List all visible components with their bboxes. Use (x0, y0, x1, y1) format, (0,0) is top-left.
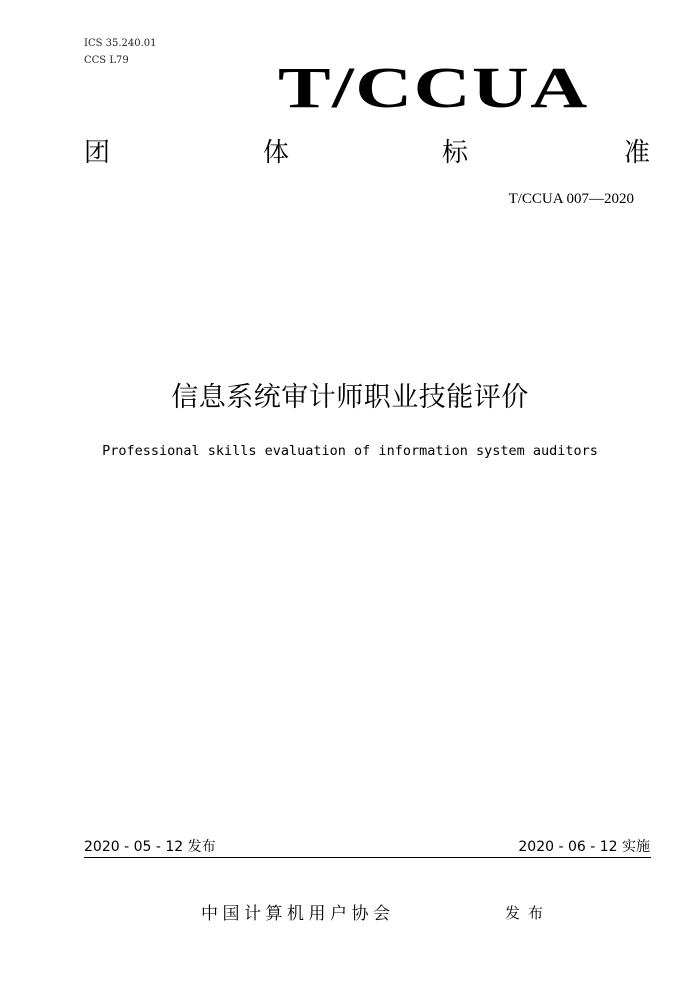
issue-date: 2020 - 05 - 12 发布 (84, 839, 216, 855)
document-title-chinese: 信息系统审计师职业技能评价 (171, 382, 529, 413)
ics-code: ICS 35.240.01 (84, 38, 157, 49)
publisher-name: 中国计算机用户协会 (201, 904, 395, 924)
standard-logo: T/CCUA (278, 55, 589, 120)
header-divider (84, 175, 650, 176)
publish-label: 发布 (505, 904, 552, 922)
standard-type-char: 体 (263, 138, 290, 168)
standard-type-char: 团 (84, 138, 111, 168)
standard-type-char: 准 (624, 138, 651, 168)
standard-type-char: 标 (442, 138, 469, 168)
standard-number: T/CCUA 007—2020 (508, 191, 634, 207)
standard-type (84, 136, 654, 170)
implementation-date: 2020 - 06 - 12 实施 (518, 839, 650, 855)
document-title-english: Professional skills evaluation of information system auditors (102, 443, 598, 459)
date-divider (84, 857, 651, 858)
ccs-code: CCS L79 (84, 55, 129, 66)
